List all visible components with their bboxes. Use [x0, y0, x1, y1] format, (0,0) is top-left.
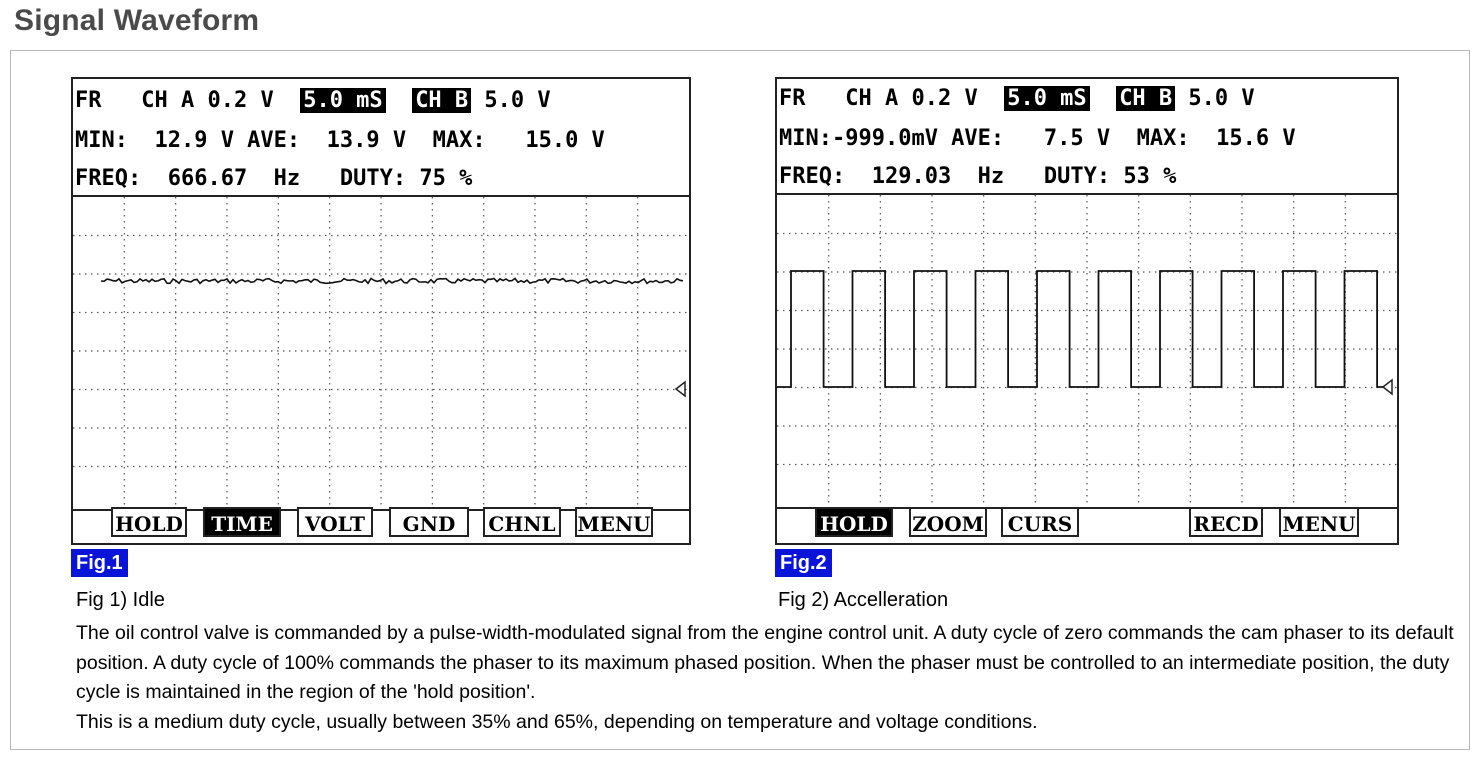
menu-button[interactable]: MENU	[1279, 507, 1359, 537]
volt-button[interactable]: VOLT	[297, 507, 373, 537]
description-note: This is a medium duty cycle, usually between 35% and 65%, depending on temperature and voltage conditions.	[76, 710, 1038, 733]
scope-readout-fig1	[73, 79, 689, 195]
channel-b-label: CH B	[1116, 86, 1175, 111]
readout-row-1	[75, 87, 551, 115]
chnl-button[interactable]: CHNL	[483, 507, 561, 537]
scope-menu-fig2	[777, 503, 1397, 543]
time-scale: 5.0 mS	[1004, 86, 1089, 111]
waveform-trace	[101, 279, 683, 284]
gnd-button[interactable]: GND	[389, 507, 469, 537]
description	[76, 619, 1456, 737]
freq-duty-readout: FREQ: 129.03 Hz DUTY: 53 %	[779, 164, 1177, 189]
scope-screen-fig2	[775, 77, 1399, 545]
ground-marker-icon	[1383, 380, 1392, 394]
channel-a-scale: CH A 0.2 V	[141, 88, 274, 113]
hold-button[interactable]: HOLD	[815, 507, 893, 537]
scope-menu-fig1	[73, 503, 689, 543]
recd-button[interactable]: RECD	[1189, 507, 1263, 537]
grid-lines	[777, 195, 1397, 503]
fig1-caption: Fig 1) Idle	[76, 589, 165, 611]
readout-row-1	[779, 85, 1255, 113]
fr-label: FR	[779, 86, 806, 111]
zoom-button[interactable]: ZOOM	[909, 507, 987, 537]
hold-button[interactable]: HOLD	[111, 507, 187, 537]
description-paragraph: The oil control valve is commanded by a pulse-width-modulated signal from the engine control unit. A duty cycle of zero commands the cam phaser to its default position. A duty cycle of 100% commands the phaser to its maximum phased position. When the phaser must be controlled to an intermediate position, the duty cycle is maintained in the region of the 'hold position'.	[76, 622, 1454, 703]
fr-label: FR	[75, 88, 102, 113]
fig1-tag: Fig.1	[71, 549, 128, 577]
freq-duty-readout: FREQ: 666.67 Hz DUTY: 75 %	[75, 166, 473, 191]
time-scale: 5.0 mS	[300, 88, 385, 113]
min-ave-max-readout: MIN:-999.0mV AVE: 7.5 V MAX: 15.6 V	[779, 126, 1296, 151]
min-ave-max-readout: MIN: 12.9 V AVE: 13.9 V MAX: 15.0 V	[75, 128, 605, 153]
time-button[interactable]: TIME	[203, 507, 281, 537]
waveform-grid-fig1	[73, 195, 689, 511]
waveform-grid-fig2	[777, 193, 1397, 509]
waveform-plot-fig2	[777, 195, 1397, 503]
menu-button[interactable]: MENU	[575, 507, 653, 537]
scope-screen-fig1	[71, 77, 691, 545]
fig2-tag: Fig.2	[775, 549, 832, 577]
ground-marker-icon	[676, 382, 685, 396]
waveform-plot-fig1	[73, 197, 689, 505]
fig2-caption: Fig 2) Accelleration	[778, 589, 949, 611]
curs-button[interactable]: CURS	[1001, 507, 1079, 537]
channel-b-label: CH B	[412, 88, 471, 113]
channel-a-scale: CH A 0.2 V	[845, 86, 978, 111]
page-title: Signal Waveform	[14, 4, 260, 37]
scope-readout-fig2	[777, 79, 1397, 195]
channel-b-scale: 5.0 V	[484, 88, 551, 113]
grid-lines	[73, 197, 689, 505]
waveform-trace	[777, 271, 1391, 387]
channel-b-scale: 5.0 V	[1188, 86, 1255, 111]
